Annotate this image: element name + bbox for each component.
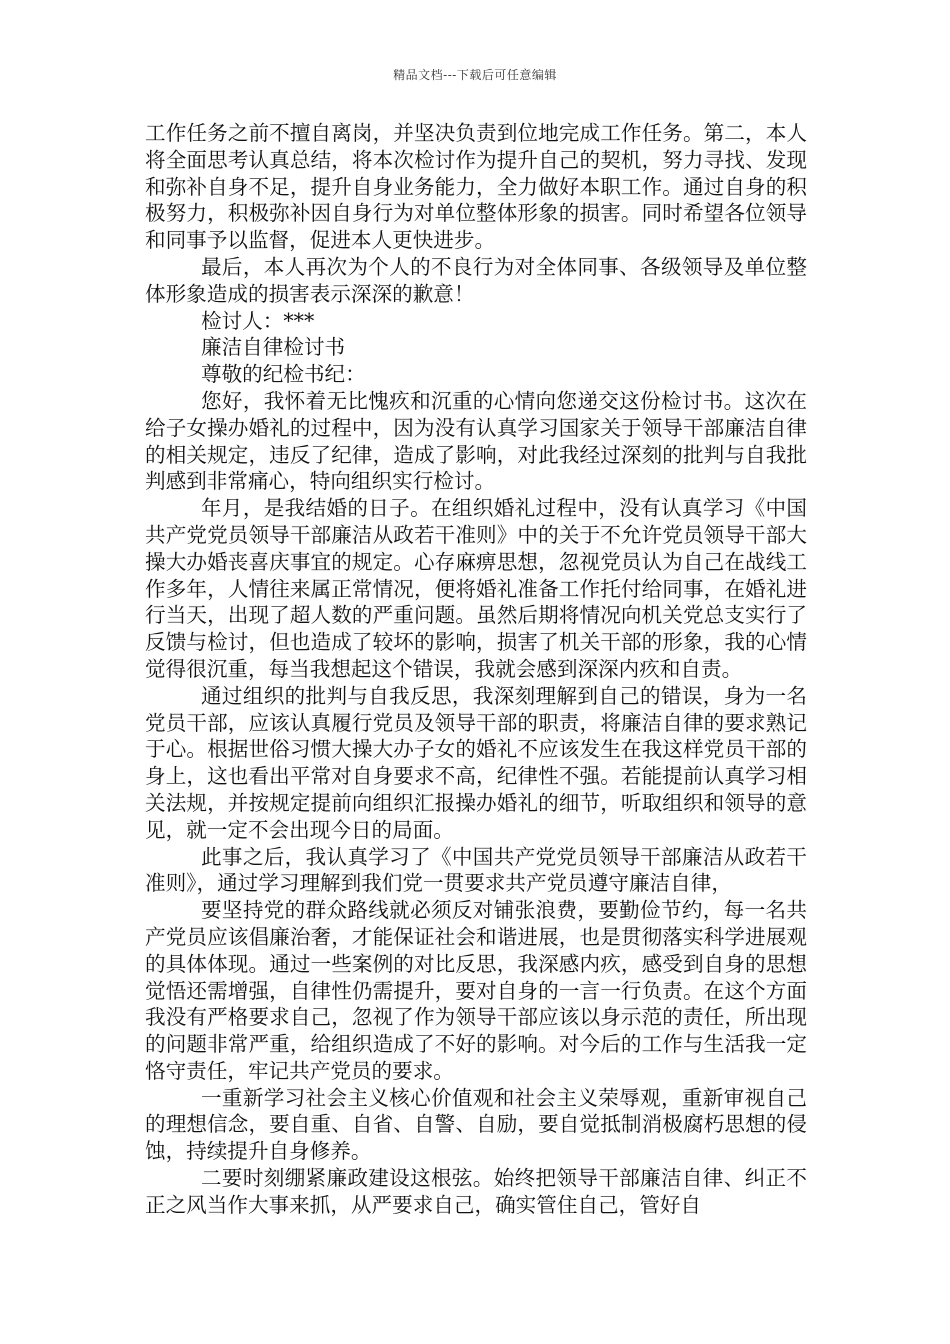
paragraph-7: 年月，是我结婚的日子。在组织婚礼过程中，没有认真学习《中国共产党党员领导干部廉洁从政若干准则》中的关于不允许党员领导干部大操大办婚丧喜庆事宜的规定。心存麻痹思想，忽视党员认为自己在战线工作多年，人情往来属正常情况，便将婚礼准备工作托付给同事，在婚礼进行当天，出现了超人数的严重问题。虽然后期将情况向机关党总支实行了反馈与检讨，但也造成了较坏的影响，损害了机关干部的形象，我的心情觉得很沉重，每当我想起这个错误，我就会感到深深内疚和自责。 [145,496,807,681]
paragraph-1: 工作任务之前不擅自离岗，并坚决负责到位地完成工作任务。第二，本人将全面思考认真总结，将本次检讨作为提升自己的契机，努力寻找、发现和弥补自身不足，提升自身业务能力，全力做好本职工作。通过自身的积极努力，积极弥补因自身行为对单位整体形象的损害。同时希望各位领导和同事予以监督，促进本人更快进步。 [145,121,807,253]
salutation: 尊敬的纪检书纪： [201,362,366,387]
page-header: 精品文档---下载后可任意编辑 [393,68,557,82]
document-body [145,120,807,1219]
paragraph-11: 一重新学习社会主义核心价值观和社会主义荣辱观，重新审视自己的理想信念，要自重、自省、自警、自励，要自觉抵制消极腐朽思想的侵蚀，持续提升自身修养。 [145,1085,807,1164]
paragraph-8: 通过组织的批判与自我反思，我深刻理解到自己的错误，身为一名党员干部，应该认真履行党员及领导干部的职责，将廉洁自律的要求熟记于心。根据世俗习惯大操大办子女的婚礼不应该发生在我这样党员干部的身上，这也看出平常对自身要求不高，纪律性不强。若能提前认真学习相关法规，并按规定提前向组织汇报操办婚礼的细节，听取组织和领导的意见，就一定不会出现今日的局面。 [145,683,807,842]
signature-line: 检讨人：*** [201,308,315,333]
paragraph-12: 二要时刻绷紧廉政建设这根弦。始终把领导干部廉洁自律、纠正不正之风当作大事来抓，从严要求自己，确实管住自己，管好自 [145,1166,807,1217]
paragraph-10: 要坚持党的群众路线就必须反对铺张浪费，要勤俭节约，每一名共产党员应该倡廉治奢，才能保证社会和谐进展，也是贯彻落实科学进展观的具体体现。通过一些案例的对比反思，我深感内疚，感受到自身的思想觉悟还需增强，自律性仍需提升，要对自身的一言一行负责。在这个方面我没有严格要求自己，忽视了作为领导干部应该以身示范的责任，所出现的问题非常严重，给组织造成了不好的影响。对今后的工作与生活我一定恪守责任，牢记共产党员的要求。 [145,898,807,1083]
paragraph-9: 此事之后，我认真学习了《中国共产党党员领导干部廉洁从政若干准则》，通过学习理解到我们党一贯要求共产党员遵守廉洁自律， [145,844,807,896]
paragraph-2: 最后，本人再次为个人的不良行为对全体同事、各级领导及单位整体形象造成的损害表示深深的歉意！ [145,254,807,306]
paragraph-6: 您好，我怀着无比愧疚和沉重的心情向您递交这份检讨书。这次在给子女操办婚礼的过程中，因为没有认真学习国家关于领导干部廉洁自律的相关规定，违反了纪律，造成了影响，对此我经过深刻的批判与自我批判感到非常痛心，特向组织实行检讨。 [145,388,807,494]
letter-title: 廉洁自律检讨书 [201,335,346,360]
